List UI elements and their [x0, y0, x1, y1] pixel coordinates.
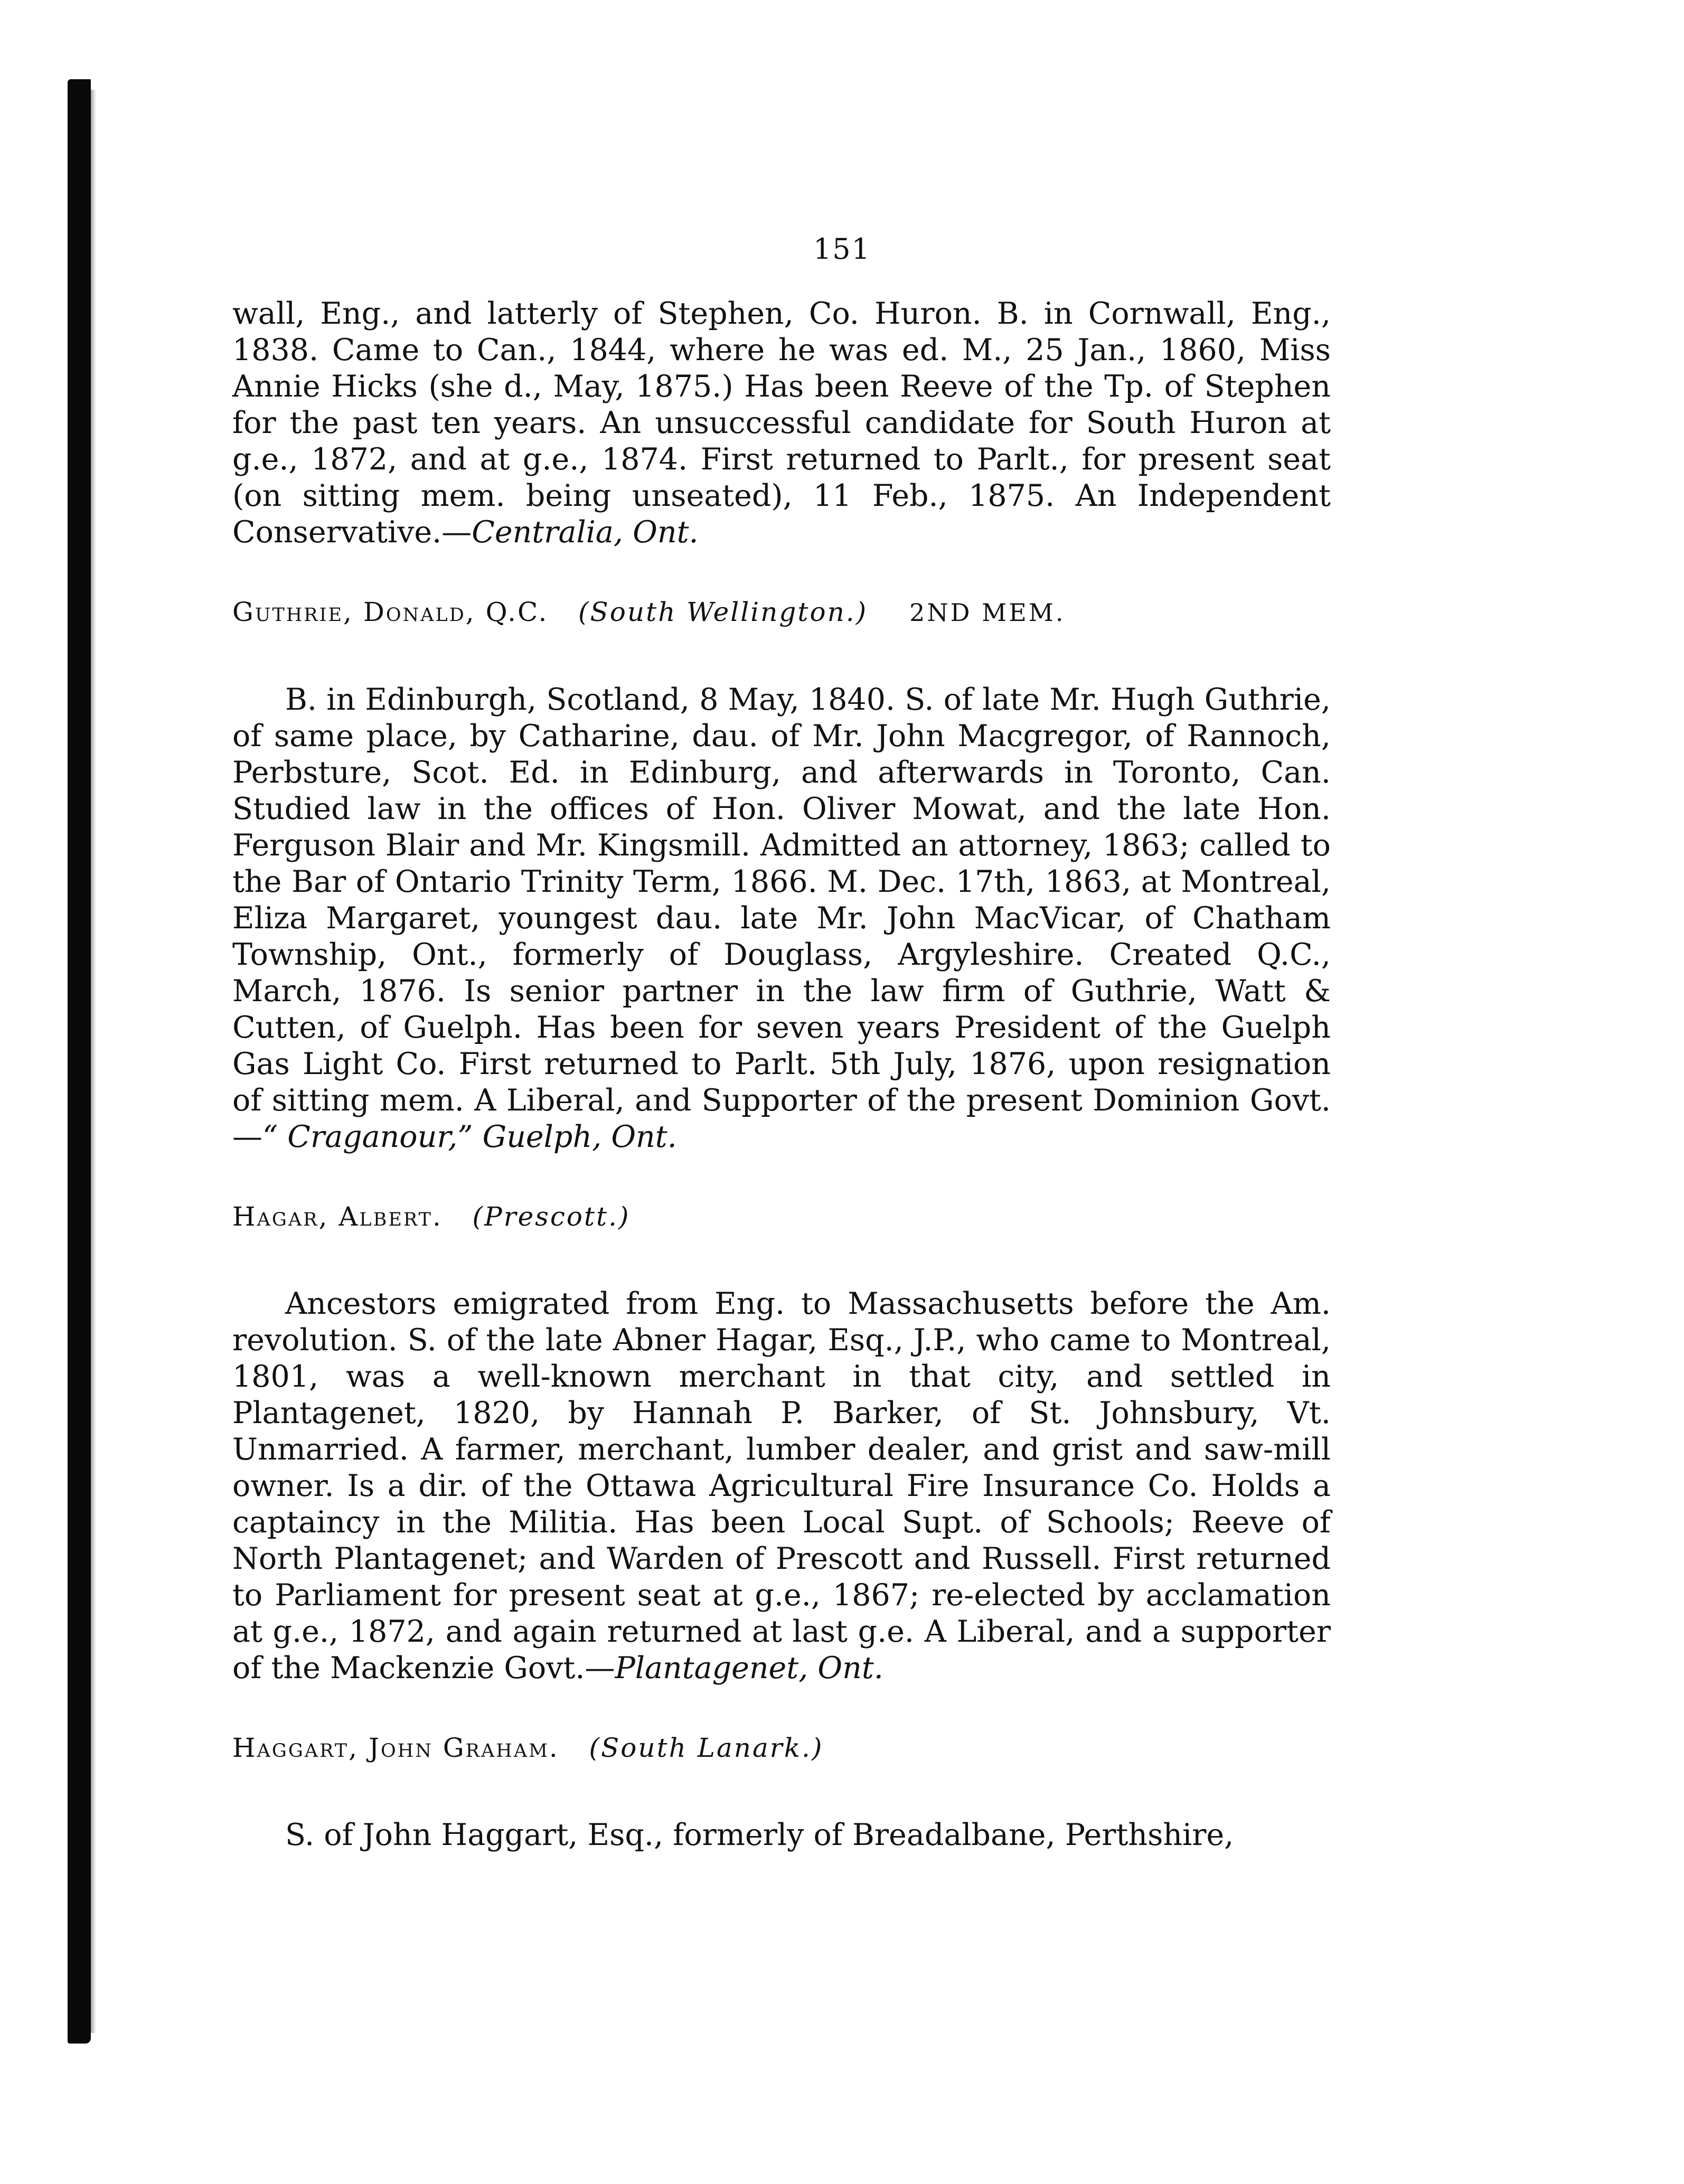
entry-heading-guthrie	[232, 594, 1331, 631]
entry-body-text: S. of John Haggart, Esq., formerly of Breadalbane, Perthshire,	[285, 1818, 1234, 1852]
continued-entry	[232, 296, 1331, 551]
continued-entry-residence: Centralia, Ont.	[472, 515, 699, 550]
continued-entry-text: wall, Eng., and latterly of Stephen, Co. Huron. B. in Cornwall, Eng., 1838. Came to Can., 1844, where he was ed. M., 25 Jan., 1860, Miss Annie Hicks (she d., May, 1875.) Has been Reeve of the Tp. of Stephen for the past ten years. An unsuccessful candidate for South Huron at g.e., 1872, and at g.e., 1874. First returned to Parlt., for present seat (on sitting mem. being unseated), 11 Feb., 1875. An Independent Conservative.—	[232, 296, 1331, 550]
page-binding-shadow	[91, 90, 96, 2033]
entry-residence: Plantagenet, Ont.	[615, 1651, 883, 1686]
entry-body-hagar	[232, 1286, 1331, 1687]
page-number: 151	[813, 232, 871, 266]
entry-name: Hagar, Albert.	[232, 1201, 443, 1232]
entry-constituency: (South Wellington.)	[578, 597, 868, 627]
entry-body-text: Ancestors emigrated from Eng. to Massachusetts before the Am. revolution. S. of the late Abner Hagar, Esq., J.P., who came to Montreal, 1801, was a well-known merchant in that city, and settled in Plantagenet, 1820, by Hannah P. Barker, of St. Johnsbury, Vt. Unmarried. A farmer, merchant, lumber dealer, and grist and saw-mill owner. Is a dir. of the Ottawa Agricultural Fire Insurance Co. Holds a captaincy in the Militia. Has been Local Supt. of Schools; Reeve of North Plantagenet; and Warden of Prescott and Russell. First returned to Parliament for present seat at g.e., 1867; re-elected by acclamation at g.e., 1872, and again returned at last g.e. A Liberal, and a supporter of the Mackenzie Govt.—	[232, 1286, 1331, 1686]
entry-heading-haggart	[232, 1730, 1331, 1766]
entry-residence: “ Craganour,” Guelph, Ont.	[262, 1119, 677, 1154]
entry-member-note: 2ND MEM.	[909, 598, 1066, 627]
entry-name: Haggart, John Graham.	[232, 1733, 559, 1763]
entry-constituency: (Prescott.)	[472, 1201, 631, 1232]
entry-constituency: (South Lanark.)	[589, 1733, 824, 1763]
entry-heading-hagar	[232, 1199, 1331, 1235]
page-binding-edge	[68, 79, 91, 2044]
entry-body-haggart	[232, 1817, 1331, 1853]
page-body	[232, 296, 1331, 1853]
entry-body-text: B. in Edinburgh, Scotland, 8 May, 1840. S. of late Mr. Hugh Guthrie, of same place, by Catharine, dau. of Mr. John Macgregor, of Rannoch, Perbsture, Scot. Ed. in Edinburg, and afterwards in Toronto, Can. Studied law in the offices of Hon. Oliver Mowat, and the late Hon. Ferguson Blair and Mr. Kingsmill. Admitted an attorney, 1863; called to the Bar of Ontario Trinity Term, 1866. M. Dec. 17th, 1863, at Montreal, Eliza Margaret, youngest dau. late Mr. John MacVicar, of Chatham Township, Ont., formerly of Douglass, Argyleshire. Created Q.C., March, 1876. Is senior partner in the law firm of Guthrie, Watt & Cutten, of Guelph. Has been for seven years President of the Guelph Gas Light Co. First returned to Parlt. 5th July, 1876, upon resignation of sitting mem. A Liberal, and Supporter of the present Dominion Govt.—	[232, 682, 1331, 1154]
entry-body-guthrie	[232, 682, 1331, 1155]
entry-name: Guthrie, Donald, Q.C.	[232, 597, 549, 627]
